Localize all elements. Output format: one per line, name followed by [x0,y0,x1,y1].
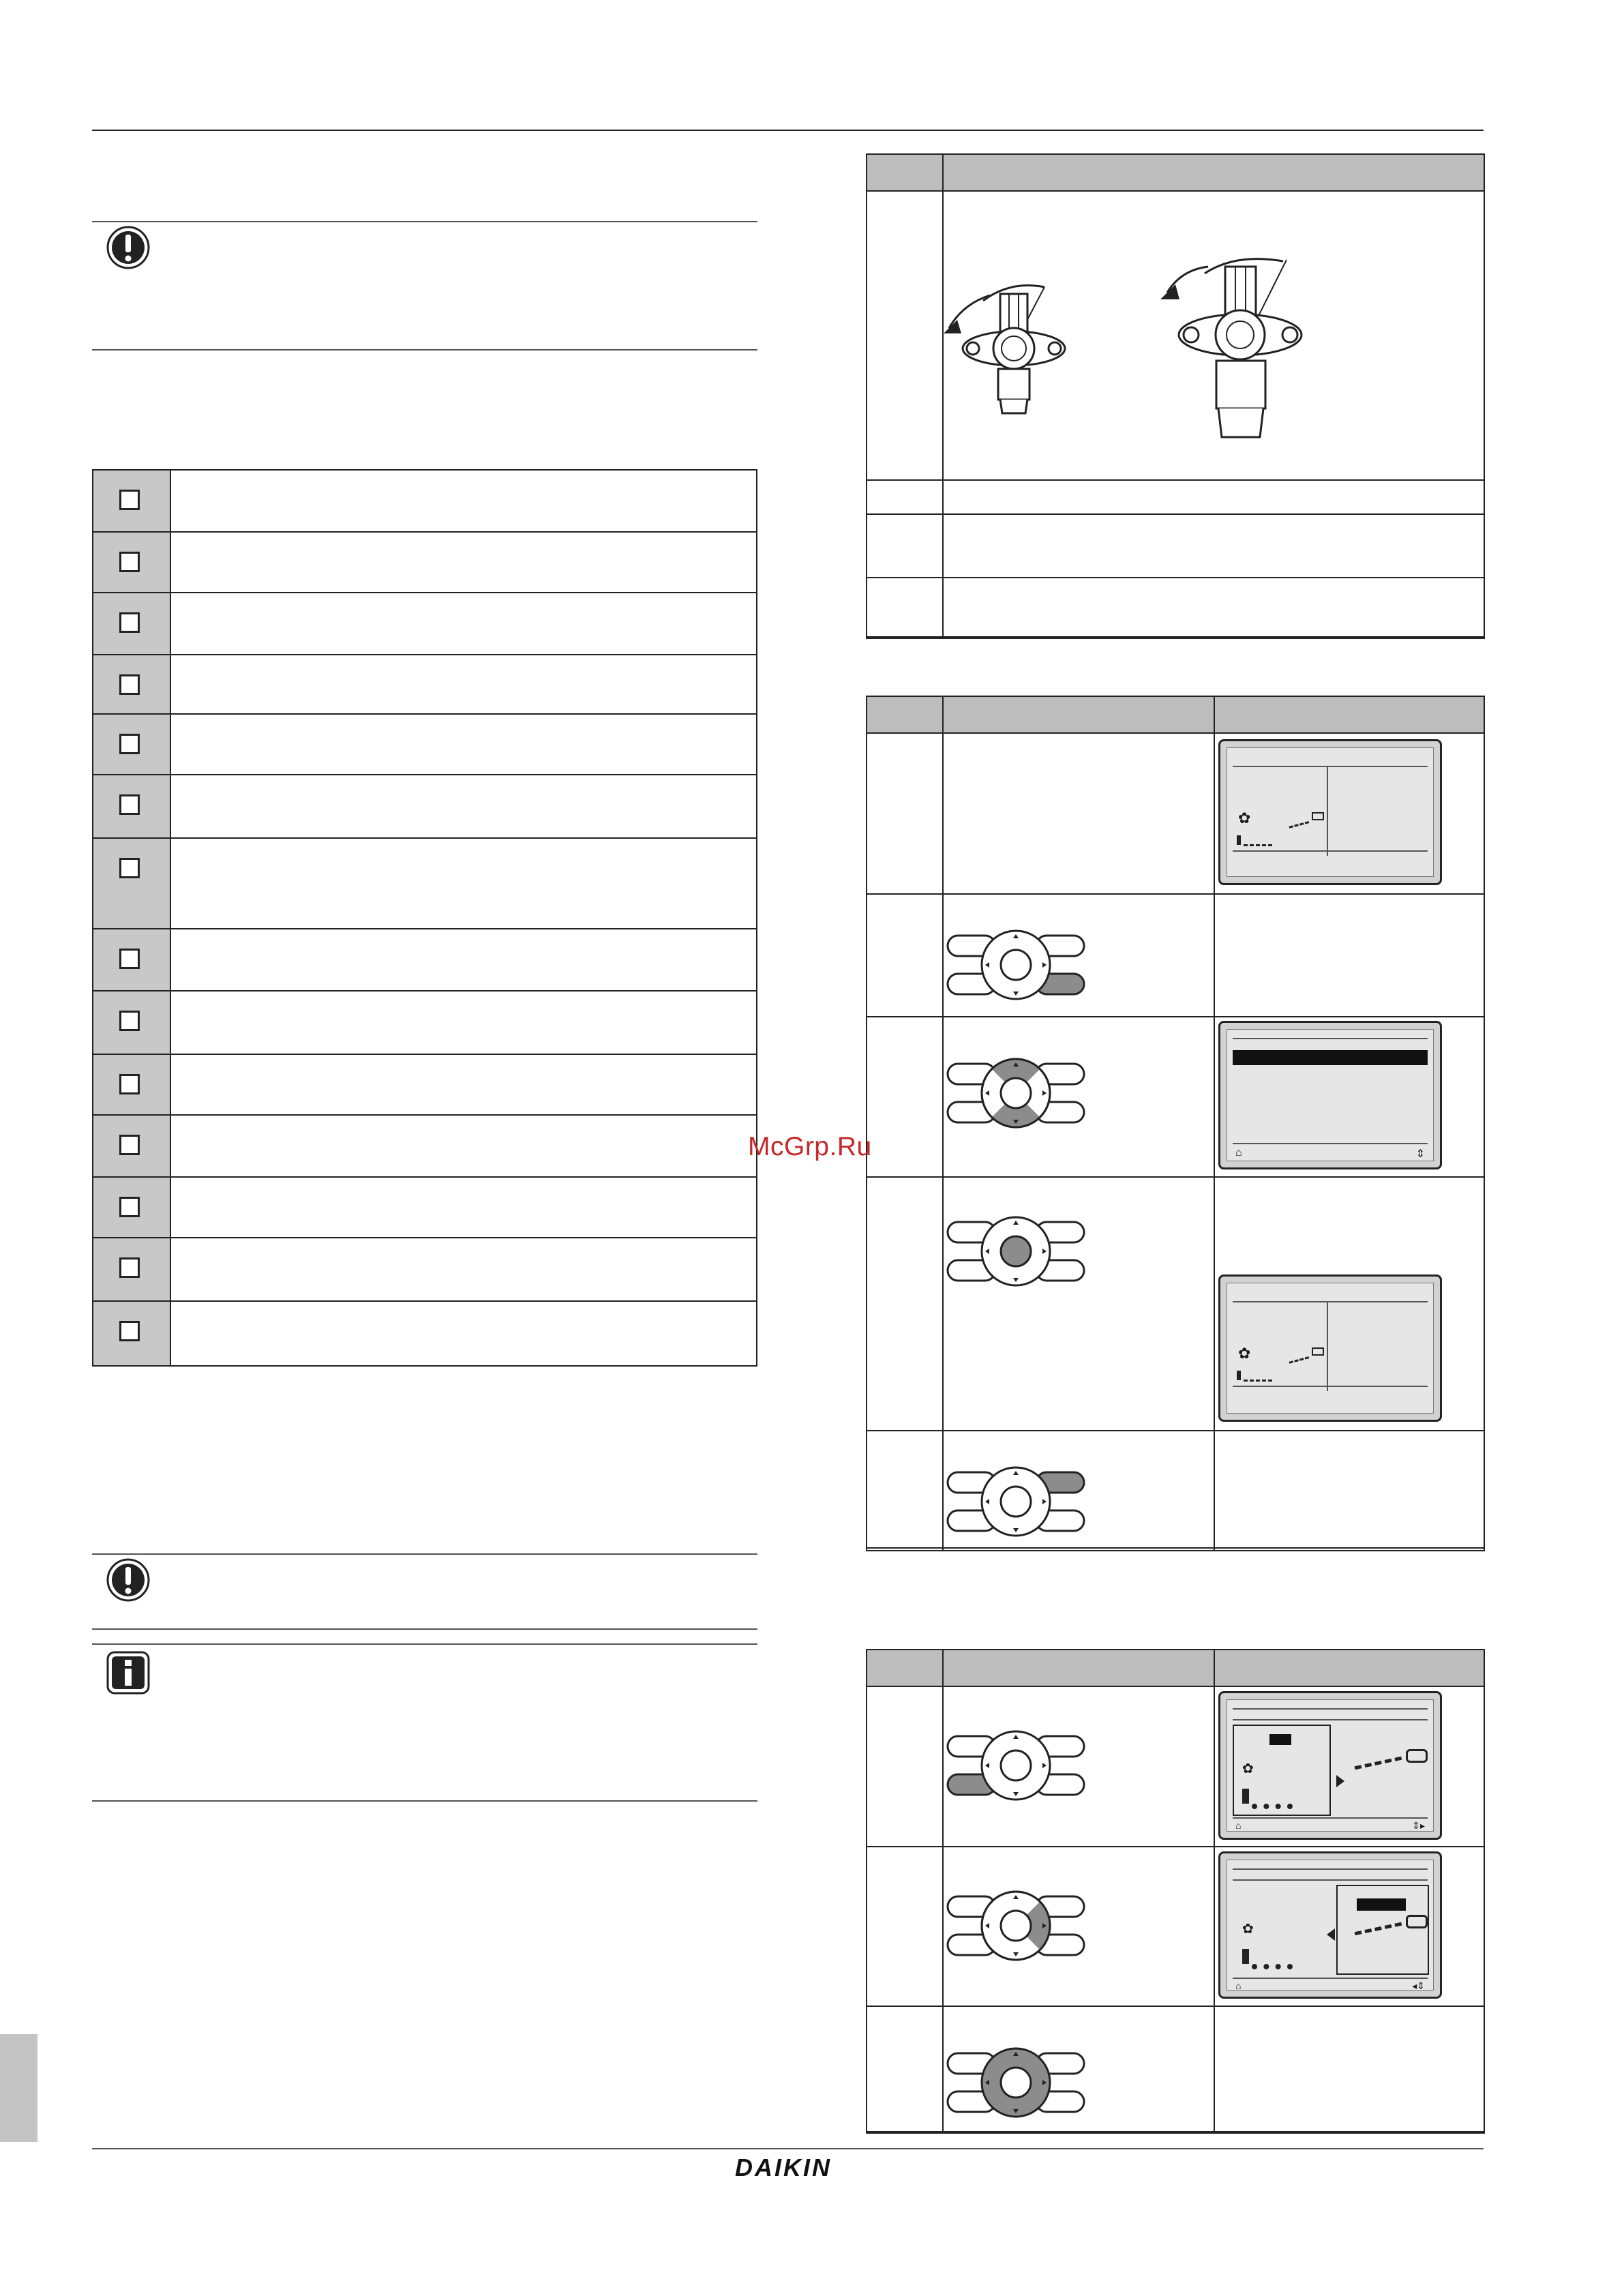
remote-controller-icon[interactable] [934,1215,1098,1290]
checklist-row [93,992,756,1055]
checkbox-icon[interactable] [119,1257,140,1278]
lcd-screen-icon: ✿ [1218,739,1442,885]
table-row [867,1017,1484,1178]
notice-bottom-rule [92,349,757,351]
header-rule [92,130,1484,131]
checkbox-icon[interactable] [119,734,140,754]
checklist-row [93,775,756,839]
remote-steps-table [866,696,1485,1551]
info-top-rule [92,1643,757,1645]
stop-valve-table [866,153,1485,639]
checkbox-icon[interactable] [119,949,140,969]
exclamation-circle-icon [106,1557,151,1602]
lcd-screen-icon: ⌂ ⇕ [1218,1021,1442,1169]
remote-operation-table [866,1649,1485,2134]
watermark[interactable]: McGrp.Ru [748,1132,872,1161]
table-row [867,515,1484,578]
checklist-row [93,1302,756,1365]
table-row [867,895,1484,1017]
checklist-row [93,1055,756,1116]
notice-top-rule [92,221,757,222]
installation-checklist [92,469,757,1367]
table-header [867,697,1484,734]
info-square-icon [106,1650,151,1695]
checklist-row [93,655,756,715]
side-tab [0,2034,37,2142]
table-row [867,578,1484,638]
remote-controller-icon[interactable] [934,1057,1098,1132]
remote-controller-icon[interactable] [934,1465,1098,1540]
lcd-screen-icon: ✿ ⌂ ◂⇕ [1218,1851,1442,1999]
checkbox-icon[interactable] [119,1011,140,1031]
remote-controller-icon[interactable] [934,2046,1098,2121]
brand-logo: DAIKIN [735,2153,832,2181]
table-row [867,1847,1484,2007]
table-row [867,1178,1484,1431]
remote-controller-icon[interactable] [934,1890,1098,1965]
checklist-row [93,1116,756,1178]
checkbox-icon[interactable] [119,1074,140,1094]
checkbox-icon[interactable] [119,1197,140,1217]
checkbox-icon[interactable] [119,794,140,815]
table-header [867,155,1484,192]
table-header [867,1650,1484,1687]
info-bottom-rule [92,1800,757,1802]
checklist-row [93,1178,756,1238]
notice-bottom-rule [92,1628,757,1630]
stop-valve-icon [942,267,1079,471]
checklist-row [93,471,756,533]
table-row [867,734,1484,895]
exclamation-circle-icon [106,225,151,270]
stop-valve-icon [1154,239,1317,485]
remote-controller-icon[interactable] [934,929,1098,1004]
checklist-row [93,1238,756,1302]
checkbox-icon[interactable] [119,674,140,695]
table-row [867,481,1484,515]
checklist-row [93,593,756,655]
table-row [867,2007,1484,2132]
checkbox-icon[interactable] [119,490,140,510]
checklist-row [93,715,756,775]
footer-rule [92,2148,1484,2149]
checklist-row [93,533,756,593]
checkbox-icon[interactable] [119,552,140,572]
checkbox-icon[interactable] [119,858,140,878]
table-row [867,1431,1484,1549]
notice-top-rule [92,1553,757,1555]
table-row [867,1687,1484,1847]
remote-controller-icon[interactable] [934,1729,1098,1804]
checklist-row [93,929,756,992]
checklist-row [93,839,756,929]
checkbox-icon[interactable] [119,1321,140,1341]
lcd-screen-icon: ✿ ⌂ ⇕▸ [1218,1691,1442,1840]
table-row [867,192,1484,481]
checkbox-icon[interactable] [119,1135,140,1155]
checkbox-icon[interactable] [119,612,140,633]
lcd-screen-icon: ✿ [1218,1274,1442,1422]
